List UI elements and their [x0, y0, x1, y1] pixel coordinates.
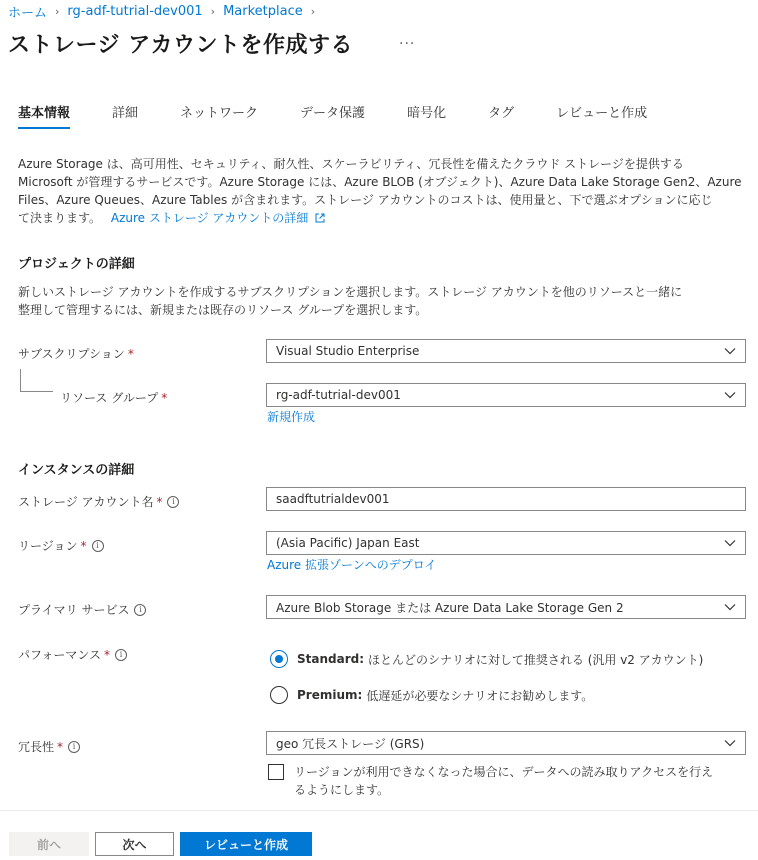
project-details-description — [18, 283, 748, 319]
region-value: (Asia Pacific) Japan East — [276, 536, 420, 550]
page-title: ストレージ アカウントを作成する — [8, 33, 354, 58]
performance-premium-option[interactable] — [270, 686, 593, 704]
required-marker: * — [57, 739, 64, 754]
radio-button[interactable] — [270, 686, 288, 704]
label-text: リージョン — [18, 539, 78, 553]
tree-connector — [20, 369, 53, 392]
intro-line — [18, 209, 748, 227]
tab-tags[interactable]: タグ — [488, 106, 515, 121]
external-link-icon — [315, 213, 325, 223]
tab-networking[interactable]: ネットワーク — [180, 106, 259, 121]
info-icon[interactable]: i — [167, 496, 179, 508]
performance-label — [18, 646, 127, 663]
breadcrumb-separator: › — [210, 5, 216, 18]
primary-service-select[interactable] — [266, 595, 746, 619]
required-marker: * — [127, 346, 134, 361]
standard-description: ほとんどのシナリオに対して推奨される (汎用 v2 アカウント) — [368, 652, 704, 667]
storage-account-name-input[interactable] — [266, 487, 746, 511]
info-icon[interactable]: i — [68, 741, 80, 753]
info-icon[interactable]: i — [115, 649, 127, 661]
required-marker: * — [161, 390, 168, 405]
more-options-icon[interactable]: ··· — [399, 36, 416, 52]
description-line: 新しいストレージ アカウントを作成するサブスクリプションを選択します。ストレージ アカウントを他のリソースと一緒に — [18, 285, 683, 299]
breadcrumb-home[interactable]: ホーム — [8, 6, 48, 21]
intro-line: Azure Storage は、高可用性、セキュリティ、耐久性、スケーラビリティ、冗長性を備えたクラウド ストレージを提供する — [18, 157, 684, 171]
radio-button-selected[interactable] — [270, 650, 288, 668]
tab-review-create[interactable]: レビューと作成 — [556, 106, 648, 121]
subscription-value: Visual Studio Enterprise — [276, 344, 420, 358]
breadcrumb-separator: › — [310, 5, 316, 18]
tab-advanced[interactable]: 詳細 — [112, 106, 139, 121]
intro-text — [18, 155, 748, 227]
label-text: ストレージ アカウント名 — [18, 495, 154, 509]
label-text: 冗長性 — [18, 740, 55, 754]
primary-service-label — [18, 601, 146, 618]
breadcrumb-separator: › — [55, 5, 60, 18]
required-marker: * — [80, 538, 87, 553]
chevron-down-icon — [724, 538, 736, 548]
redundancy-label — [18, 738, 80, 755]
redundancy-value: geo 冗長ストレージ (GRS) — [276, 736, 425, 751]
create-new-resource-group-link[interactable]: 新規作成 — [267, 410, 316, 424]
info-icon[interactable]: i — [92, 540, 104, 552]
standard-label: Standard: — [297, 652, 365, 666]
description-line: 整理して管理するには、新規または既存のリソース グループを選択します。 — [18, 303, 428, 317]
performance-standard-option[interactable] — [270, 650, 703, 668]
read-access-label — [294, 763, 713, 799]
premium-description: 低遅延が必要なシナリオにお勧めします。 — [366, 688, 594, 703]
review-create-button[interactable]: レビューと作成 — [180, 832, 312, 856]
instance-details-heading: インスタンスの詳細 — [18, 463, 135, 478]
info-icon[interactable]: i — [134, 604, 146, 616]
previous-button[interactable]: 前へ — [9, 832, 89, 856]
next-button[interactable]: 次へ — [95, 832, 174, 856]
read-access-checkbox[interactable] — [268, 764, 284, 780]
tab-encryption[interactable]: 暗号化 — [407, 106, 447, 121]
label-text: サブスクリプション — [18, 347, 125, 361]
subscription-select[interactable] — [266, 339, 746, 363]
label-text: プライマリ サービス — [18, 603, 130, 617]
resource-group-value: rg-adf-tutrial-dev001 — [276, 388, 401, 402]
intro-line: Files、Azure Queues、Azure Tables が含まれます。ストレージ アカウントのコストは、使用量と、下で選ぶオプションに応じ — [18, 193, 713, 207]
label-line: るようにします。 — [294, 783, 390, 797]
breadcrumb-marketplace[interactable]: Marketplace — [223, 4, 303, 19]
edge-zone-deploy-link[interactable]: Azure 拡張ゾーンへのデプロイ — [267, 558, 437, 572]
tab-data-protection[interactable]: データ保護 — [300, 106, 366, 121]
breadcrumb-resource-group[interactable]: rg-adf-tutrial-dev001 — [67, 4, 203, 19]
chevron-down-icon — [724, 390, 736, 400]
label-text: パフォーマンス — [18, 648, 102, 662]
subscription-label — [18, 345, 134, 362]
tab-basics[interactable]: 基本情報 — [18, 102, 70, 127]
intro-line-text: て決まります。 — [18, 211, 102, 225]
label-line: リージョンが利用できなくなった場合に、データへの読み取りアクセスを行え — [294, 765, 714, 779]
storage-account-details-link[interactable]: Azure ストレージ アカウントの詳細 — [110, 211, 309, 225]
redundancy-select[interactable] — [266, 731, 746, 755]
chevron-down-icon — [724, 346, 736, 356]
region-label — [18, 537, 104, 554]
required-marker: * — [156, 494, 163, 509]
storage-account-name-label — [18, 493, 179, 510]
chevron-down-icon — [724, 738, 736, 748]
resource-group-label — [60, 389, 167, 406]
read-access-option — [268, 764, 748, 799]
label-text: リソース グループ — [60, 391, 159, 405]
chevron-down-icon — [724, 602, 736, 612]
tab-bar — [18, 102, 647, 127]
primary-service-value: Azure Blob Storage または Azure Data Lake Storage Gen 2 — [276, 600, 624, 615]
intro-line: Microsoft が管理するサービスです。Azure Storage には、Azure BLOB (オブジェクト)、Azure Data Lake Storage Gen2、Azure — [18, 175, 742, 189]
resource-group-select[interactable] — [266, 383, 746, 407]
footer-divider — [0, 810, 758, 811]
required-marker: * — [104, 647, 111, 662]
breadcrumb — [8, 2, 323, 21]
premium-label: Premium: — [297, 688, 363, 702]
region-select[interactable] — [266, 531, 746, 555]
project-details-heading: プロジェクトの詳細 — [18, 257, 135, 272]
